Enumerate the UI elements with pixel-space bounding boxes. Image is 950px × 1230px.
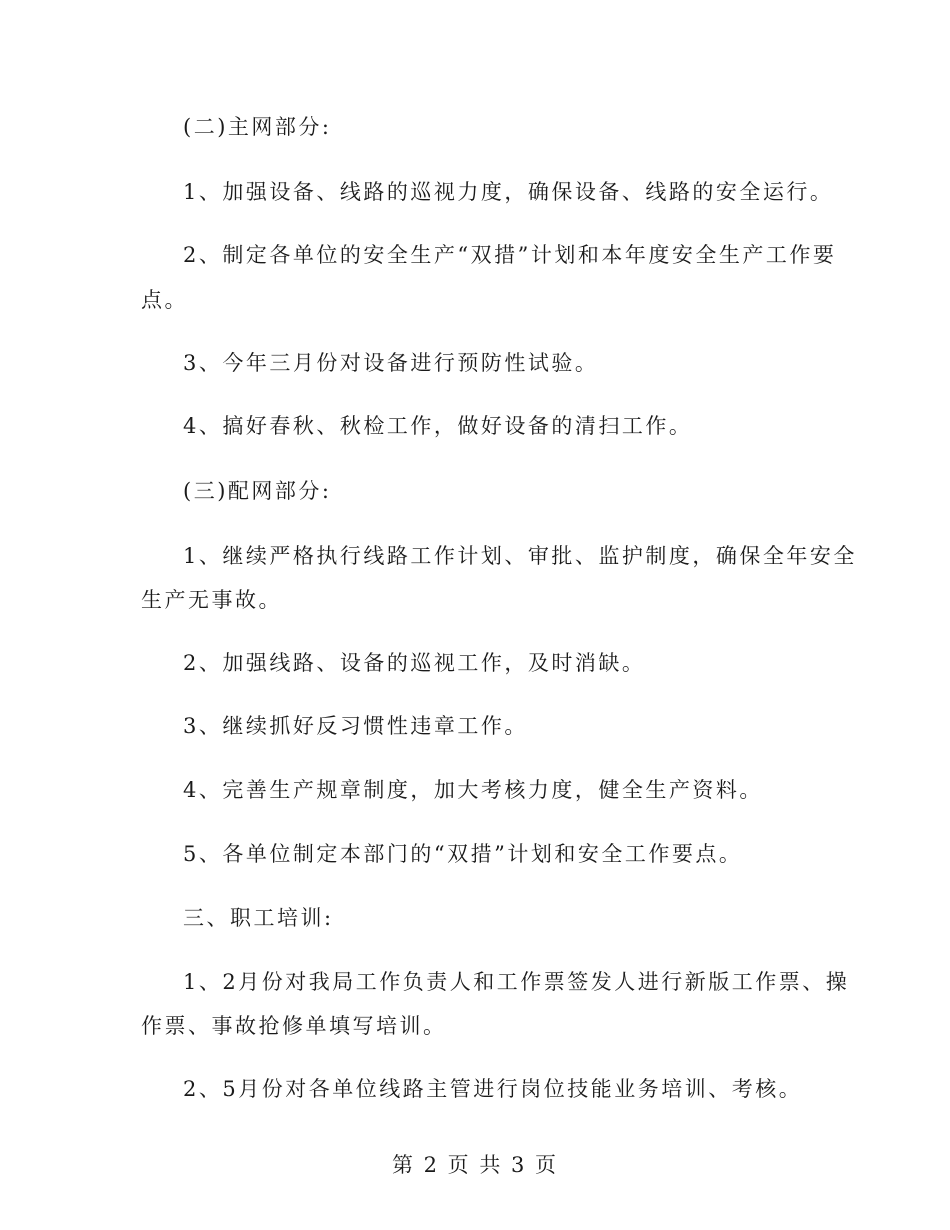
paragraph-line: 5、各单位制定本部门的“双措”计划和安全工作要点。 (183, 842, 743, 866)
page-number-footer: 第 2 页 共 3 页 (391, 1153, 559, 1177)
section-heading-distribution-grid: (三)配网部分: (183, 479, 332, 503)
paragraph-line: 4、搞好春秋、秋检工作，做好设备的清扫工作。 (183, 414, 693, 438)
paragraph-line: 2、制定各单位的安全生产“双措”计划和本年度安全生产工作要 (183, 243, 837, 267)
section-heading-main-grid: (二)主网部分: (183, 115, 332, 139)
section-heading-staff-training: 三、职工培训: (183, 906, 334, 930)
paragraph-line: 1、2月份对我局工作负责人和工作票签发人进行新版工作票、操 (183, 970, 850, 994)
paragraph-line: 1、继续严格执行线路工作计划、审批、监护制度，确保全年安全 (183, 544, 857, 568)
paragraph-line: 4、完善生产规章制度，加大考核力度，健全生产资料。 (183, 778, 763, 802)
paragraph-line: 2、加强线路、设备的巡视工作，及时消缺。 (183, 651, 646, 675)
paragraph-line: 1、加强设备、线路的巡视力度，确保设备、线路的安全运行。 (183, 180, 834, 204)
paragraph-line-continuation: 生产无事故。 (141, 588, 282, 612)
paragraph-line: 2、5月份对各单位线路主管进行岗位技能业务培训、考核。 (183, 1077, 803, 1101)
paragraph-line: 3、今年三月份对设备进行预防性试验。 (183, 351, 599, 375)
paragraph-line-continuation: 点。 (141, 288, 188, 312)
paragraph-line: 3、继续抓好反习惯性违章工作。 (183, 714, 528, 738)
paragraph-line-continuation: 作票、事故抢修单填写培训。 (141, 1014, 447, 1038)
